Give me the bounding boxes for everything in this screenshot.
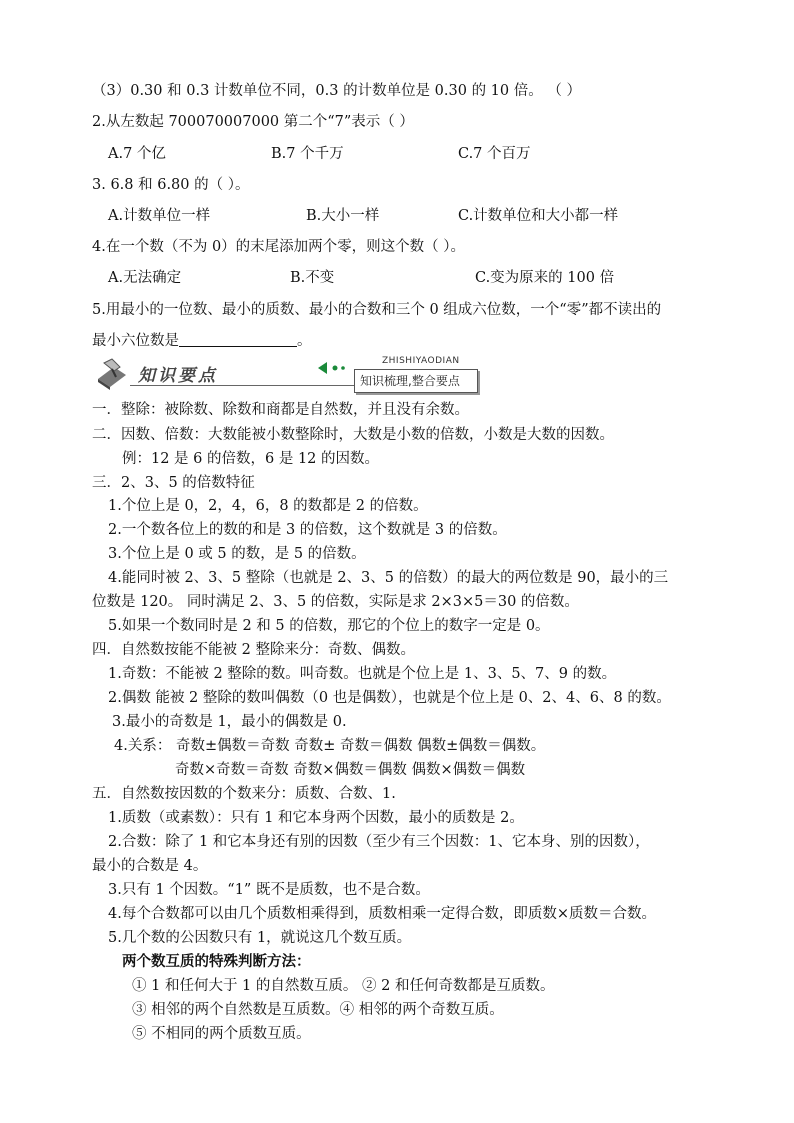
pin-icon [94,357,130,391]
note-line: ① 1 和任何大于 1 的自然数互质。 ② 2 和任何奇数都是互质数。 [132,978,555,994]
note-line: 4.每个合数都可以由几个质数相乘得到，质数相乘一定得合数，即质数×质数＝合数。 [108,906,656,922]
note-line: 1.质数（或素数）：只有 1 和它本身两个因数，最小的质数是 2。 [108,810,524,826]
note-line: 奇数×奇数＝奇数 奇数×偶数＝偶数 偶数×偶数＝偶数 [175,762,526,778]
section-banner [92,355,480,395]
question-3: 3. 6.8 和 6.80 的（ ）。 [92,177,250,193]
note-line: 3.个位上是 0 或 5 的数，是 5 的倍数。 [108,546,366,562]
question-4: 4.在一个数（不为 0）的末尾添加两个零，则这个数（ ）。 [92,239,466,255]
note-line: 3.只有 1 个因数。“1” 既不是质数，也不是合数。 [108,882,430,898]
question-3-option-a: A.计数单位一样 [108,208,211,224]
note-line: 1.奇数：不能被 2 整除的数。叫奇数。也就是个位上是 1、3、5、7、9 的数。 [108,666,617,682]
arrow-left-icon [318,361,354,375]
note-line: 最小的合数是 4。 [92,858,208,874]
note-line: 4.关系： 奇数±偶数＝奇数 奇数± 奇数＝偶数 偶数±偶数＝偶数。 [114,738,546,754]
note-line: 3.最小的奇数是 1，最小的偶数是 0. [112,714,347,730]
question-4-option-c: C.变为原来的 100 倍 [475,270,615,286]
note-line: 2.合数：除了 1 和它本身还有别的因数（至少有三个因数：1、它本身、别的因数）， [108,834,650,850]
question-3-option-b: B.大小一样 [306,208,380,224]
question-2-option-c: C.7 个百万 [458,146,531,162]
question-5-prefix: 最小六位数是 [92,333,179,349]
answer-blank[interactable] [179,331,297,347]
note-line: ⑤ 不相同的两个质数互质。 [132,1026,311,1042]
note-line: 位数是 120。 同时满足 2、3、5 的倍数，实际是求 2×3×5＝30 的倍数。 [92,594,579,610]
question-1-3: （3）0.30 和 0.3 计数单位不同，0.3 的计数单位是 0.30 的 10 倍。 （ ） [92,83,581,99]
question-4-option-a: A.无法确定 [108,270,182,286]
note-line: 二．因数、倍数：大数能被小数整除时，大数是小数的倍数，小数是大数的因数。 [92,427,614,443]
note-line: 三．2、3、5 的倍数特征 [92,475,255,491]
question-2: 2.从左数起 700070007000 第二个“7”表示（ ） [92,114,414,130]
banner-pinyin: ZHISHIYAODIAN [382,356,460,366]
banner-subtitle: 知识梳理,整合要点 [360,374,460,388]
question-2-option-b: B.7 个千万 [271,146,344,162]
note-line: 5.如果一个数同时是 2 和 5 的倍数，那它的个位上的数字一定是 0。 [108,618,550,634]
note-line: 4.能同时被 2、3、5 整除（也就是 2、3、5 的倍数）的最大的两位数是 90，最小的三 [108,570,669,586]
note-line: 五．自然数按因数的个数来分：质数、合数、1. [92,786,396,802]
note-line: 1.个位上是 0，2，4，6，8 的数都是 2 的倍数。 [108,498,428,514]
note-line: 5.几个数的公因数只有 1，就说这几个数互质。 [108,930,412,946]
note-line: 四．自然数按能不能被 2 整除来分：奇数、偶数。 [92,642,415,658]
question-4-option-b: B.不变 [290,270,335,286]
question-3-option-c: C.计数单位和大小都一样 [458,208,619,224]
note-line: 2.一个数各位上的数的和是 3 的倍数，这个数就是 3 的倍数。 [108,522,507,538]
banner-title: 知识要点 [138,366,218,386]
note-heading: 两个数互质的特殊判断方法： [122,953,311,970]
note-line: 例：12 是 6 的倍数，6 是 12 的因数。 [122,451,380,467]
note-line: 一．整除：被除数、除数和商都是自然数，并且没有余数。 [92,402,469,418]
question-2-option-a: A.7 个亿 [108,146,166,162]
question-5-suffix: 。 [297,333,312,349]
question-5-line-2 [92,331,312,351]
note-line: ③ 相邻的两个自然数是互质数。④ 相邻的两个奇数互质。 [132,1002,504,1018]
question-5-line-1: 5.用最小的一位数、最小的质数、最小的合数和三个 0 组成六位数，一个“零”都不读出的 [92,302,662,318]
note-line: 2.偶数 能被 2 整除的数叫偶数（0 也是偶数），也就是个位上是 0、2、4、6、8 的数。 [108,690,671,706]
